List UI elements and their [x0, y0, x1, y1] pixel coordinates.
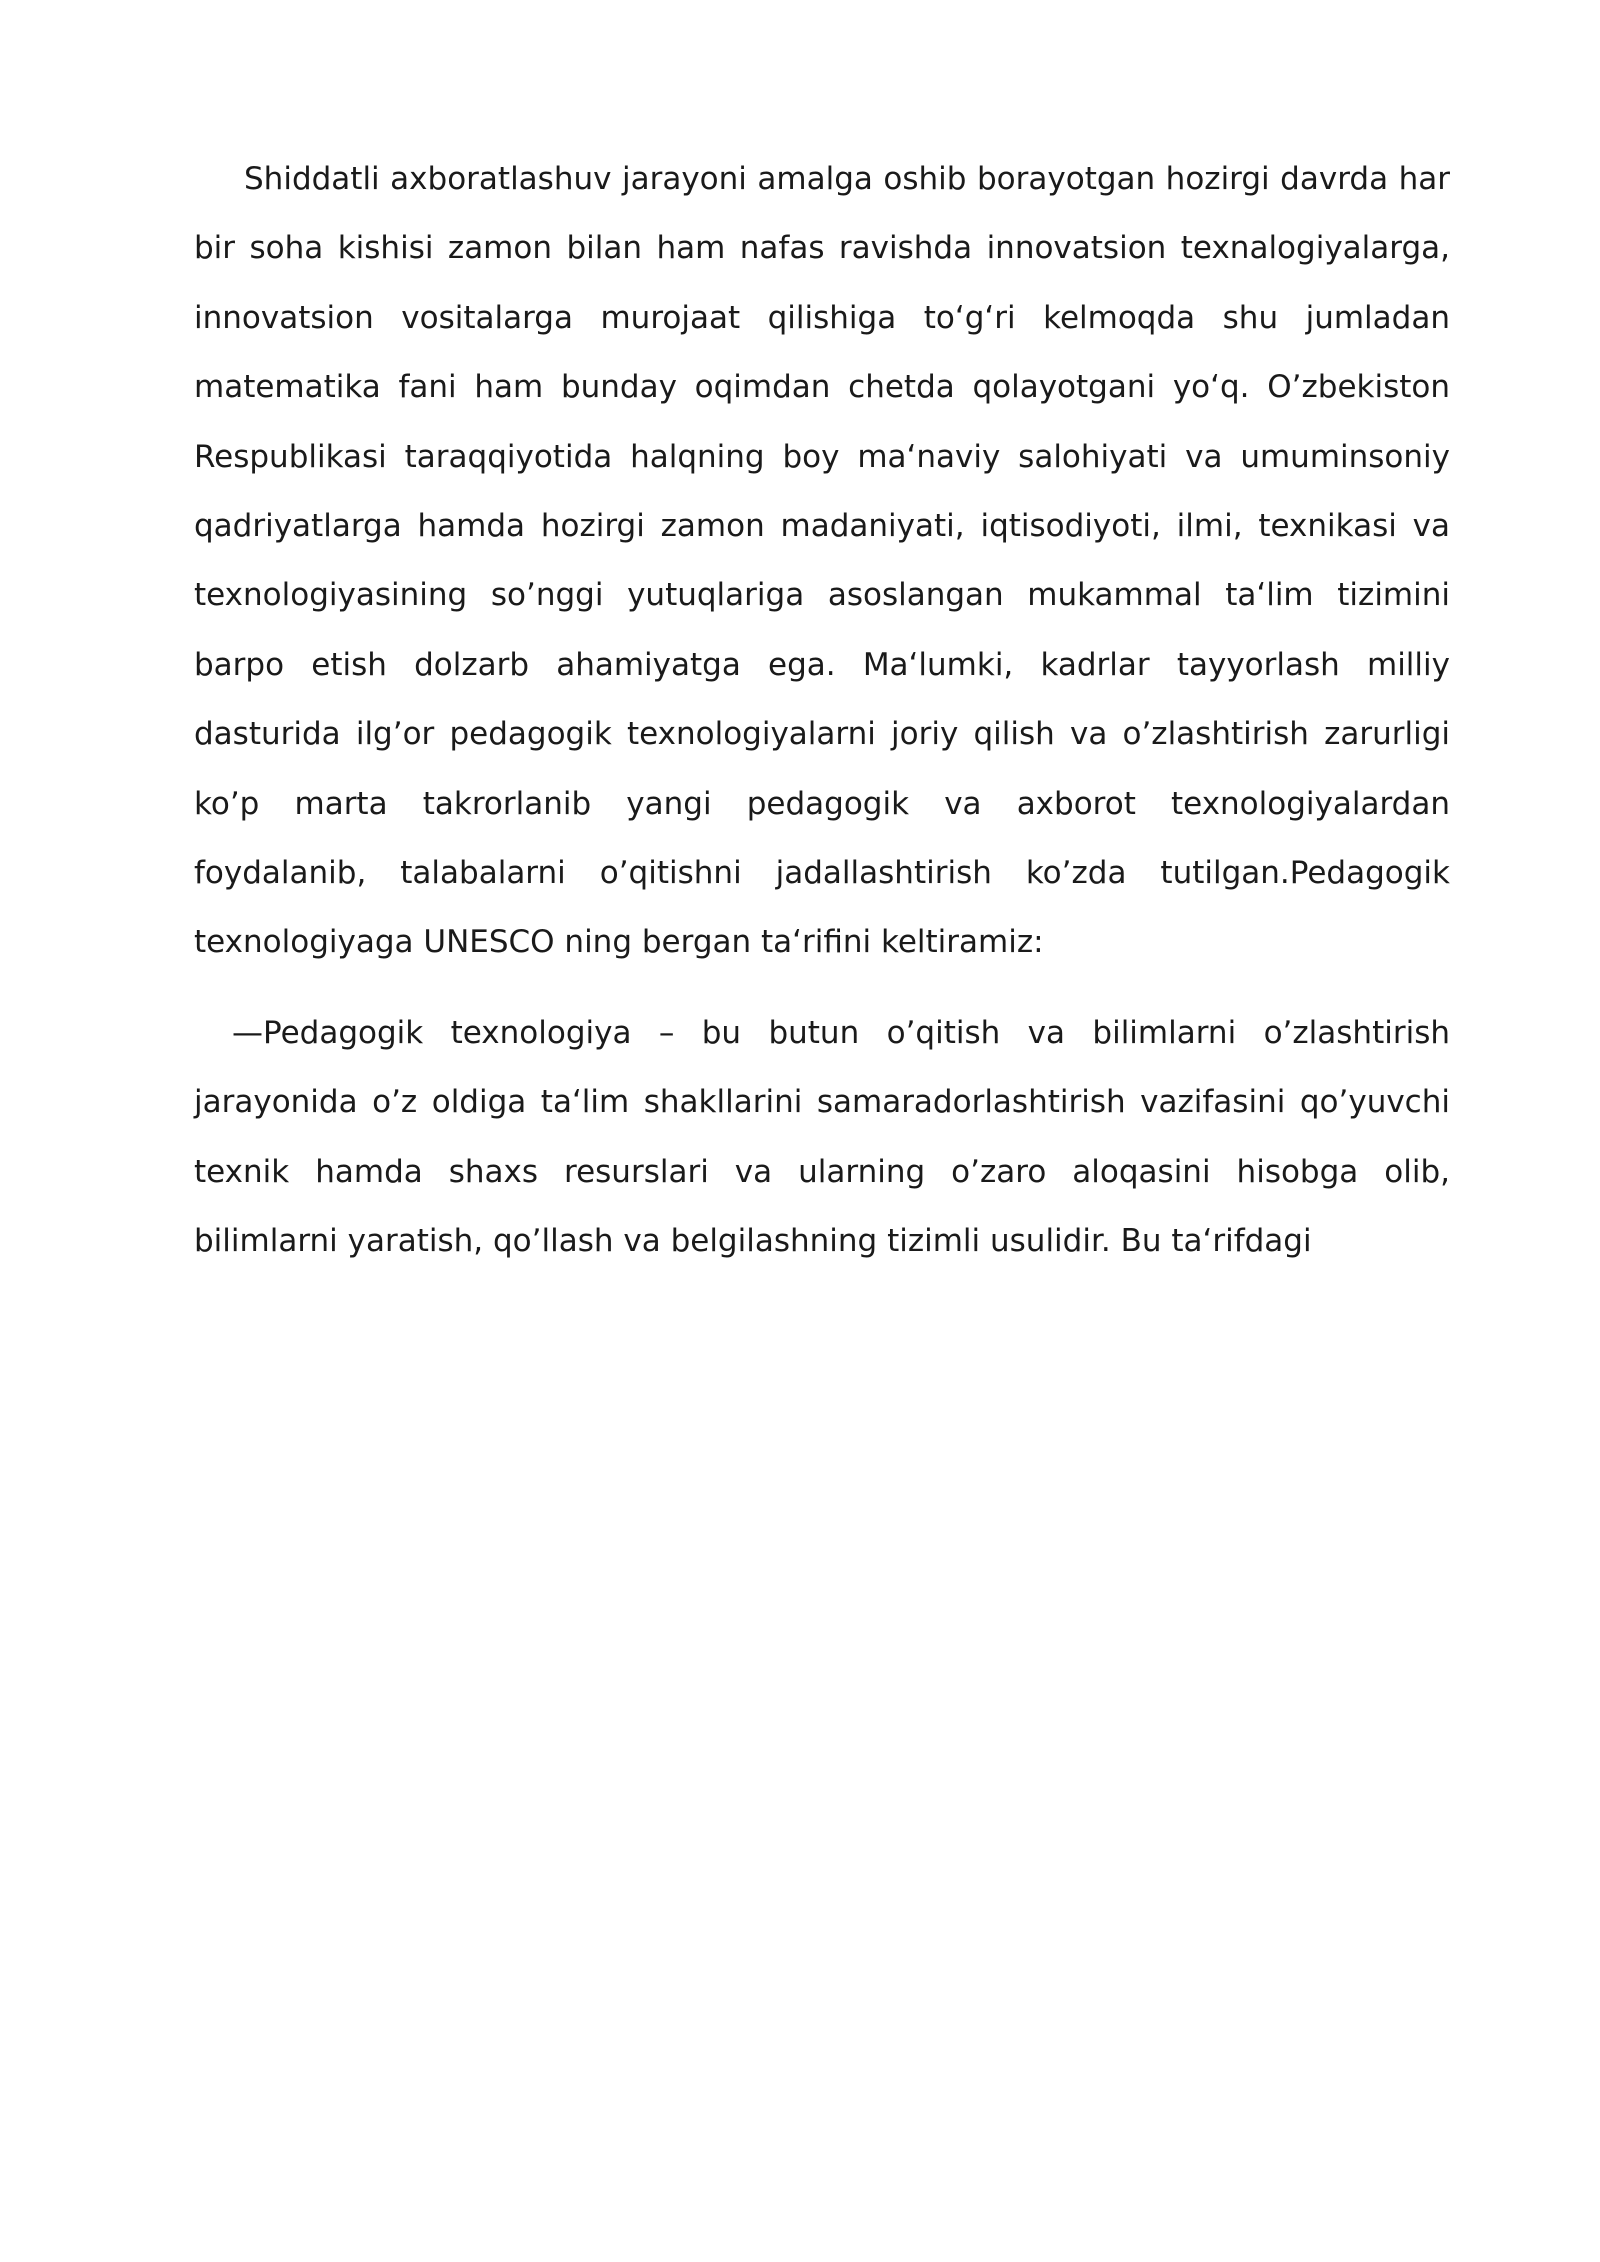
paragraph-definition: —Pedagogik texnologiya – bu butun o’qitish va bilimlarni o’zlashtirish jarayonida o’z oldiga ta‘lim shakllarini samaradorlashtirish vazifasini qo’yuvchi texnik hamda shaxs resurslari va ularning o’zaro aloqasini hisobga olib, bilimlarni yaratish, qo’llash va belgilashning tizimli usulidir. Bu ta‘rifdagi	[194, 1014, 1450, 1260]
document-body	[194, 145, 1450, 1277]
paragraph-introduction: Shiddatli axboratlashuv jarayoni amalga oshib borayotgan hozirgi davrda har bir soha kishisi zamon bilan ham nafas ravishda innovatsion texnalogiyalarga, innovatsion vositalarga murojaat qilishiga to‘g‘ri kelmoqda shu jumladan matematika fani ham bunday oqimdan chetda qolayotgani yo‘q. O’zbekiston Respublikasi taraqqiyotida halqning boy ma‘naviy salohiyati va umuminsoniy qadriyatlarga hamda hozirgi zamon madaniyati, iqtisodiyoti, ilmi, texnikasi va texnologiyasining so’nggi yutuqlariga asoslangan mukammal ta‘lim tizimini barpo etish dolzarb ahamiyatga ega. Ma‘lumki, kadrlar tayyorlash milliy dasturida ilg’or pedagogik texnologiyalarni joriy qilish va o’zlashtirish zarurligi ko’p marta takrorlanib yangi pedagogik va axborot texnologiyalardan foydalanib, talabalarni o’qitishni jadallashtirish ko’zda tutilgan.Pedagogik texnologiyaga UNESCO ning bergan ta‘rifini keltiramiz:	[194, 161, 1450, 961]
